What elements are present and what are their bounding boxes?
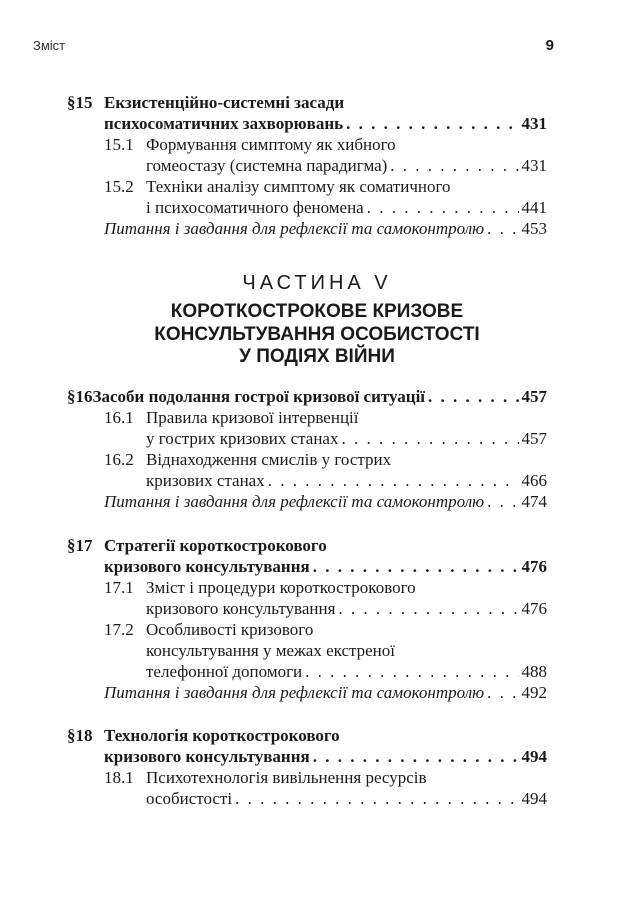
toc-questions-17[interactable] bbox=[104, 682, 547, 703]
subsection-number: 16.1 bbox=[104, 408, 134, 427]
toc-subsection-15-1-line2[interactable] bbox=[146, 155, 547, 176]
section-title-cont: кризового консультування bbox=[104, 557, 310, 576]
leader-dots bbox=[235, 788, 518, 809]
subsection-title-cont: телефонної допомоги bbox=[146, 662, 303, 681]
page-number: 9 bbox=[545, 37, 554, 54]
section-title-cont: психосоматичних захворювань bbox=[104, 114, 344, 133]
questions-title: Питання і завдання для рефлексії та самоконтролю bbox=[104, 683, 485, 702]
subsection-title: Особливості кризового bbox=[146, 620, 314, 639]
subsection-title: Зміст і процедури короткострокового bbox=[146, 578, 416, 597]
toc-subsection-15-2-line1[interactable] bbox=[104, 176, 451, 197]
leader-dots bbox=[268, 470, 519, 491]
page-ref: 476 bbox=[521, 599, 547, 618]
subsection-title-cont: у гострих кризових станах bbox=[146, 429, 339, 448]
leader-dots bbox=[487, 491, 518, 512]
subsection-number: 17.2 bbox=[104, 620, 134, 639]
subsection-number: 15.1 bbox=[104, 135, 134, 154]
toc-section-15-line1[interactable] bbox=[67, 92, 344, 113]
part-title-line1: КОРОТКОСТРОКОВЕ КРИЗОВЕ bbox=[170, 301, 464, 322]
toc-subsection-16-1-line2[interactable] bbox=[146, 428, 547, 449]
questions-title: Питання і завдання для рефлексії та самоконтролю bbox=[104, 219, 485, 238]
toc-section-18-line2[interactable] bbox=[104, 746, 547, 767]
toc-subsection-16-2-line1[interactable] bbox=[104, 449, 391, 470]
subsection-title: Психотехнологія вивільнення ресурсів bbox=[146, 768, 427, 787]
page-ref: 431 bbox=[521, 114, 547, 133]
toc-section-17-line2[interactable] bbox=[104, 556, 547, 577]
running-header-title: Зміст bbox=[33, 38, 66, 53]
page-ref: 441 bbox=[521, 198, 547, 217]
leader-dots bbox=[428, 386, 518, 407]
subsection-title-cont: кризового консультування bbox=[146, 599, 336, 618]
page-ref: 494 bbox=[521, 789, 547, 808]
subsection-number: 16.2 bbox=[104, 450, 134, 469]
page-ref: 488 bbox=[521, 662, 547, 681]
section-title: Екзистенційно-системні засади bbox=[104, 93, 345, 112]
leader-dots bbox=[390, 155, 518, 176]
toc-questions-16[interactable] bbox=[104, 491, 547, 512]
page-ref: 494 bbox=[521, 747, 547, 766]
subsection-title-cont: особистості bbox=[146, 789, 233, 808]
part-title-line3: У ПОДІЯХ ВІЙНИ bbox=[239, 346, 395, 367]
leader-dots bbox=[487, 682, 518, 703]
leader-dots bbox=[313, 746, 519, 767]
toc-subsection-16-2-line2[interactable] bbox=[146, 470, 547, 491]
leader-dots bbox=[341, 428, 518, 449]
section-number: §18 bbox=[67, 726, 93, 745]
subsection-number: 18.1 bbox=[104, 768, 134, 787]
leader-dots bbox=[487, 218, 518, 239]
section-title: Засоби подолання гострої кризової ситуації bbox=[92, 387, 426, 406]
toc-subsection-17-2-line3[interactable] bbox=[146, 661, 547, 682]
section-title: Технологія короткострокового bbox=[104, 726, 340, 745]
part-title-line2: КОНСУЛЬТУВАННЯ ОСОБИСТОСТІ bbox=[154, 324, 480, 345]
page-ref: 453 bbox=[521, 219, 547, 238]
page-ref: 457 bbox=[521, 387, 547, 406]
toc-subsection-15-2-line2[interactable] bbox=[146, 197, 547, 218]
page-ref: 466 bbox=[521, 471, 547, 490]
toc-section-18-line1[interactable] bbox=[67, 725, 340, 746]
subsection-title: Техніки аналізу симптому як соматичного bbox=[146, 177, 451, 196]
subsection-title-cont: консультування у межах екстреної bbox=[146, 641, 395, 660]
subsection-title-cont: і психосоматичного феномена bbox=[146, 198, 364, 217]
leader-dots bbox=[338, 598, 518, 619]
toc-subsection-16-1-line1[interactable] bbox=[104, 407, 359, 428]
section-title: Стратегії короткострокового bbox=[104, 536, 327, 555]
toc-subsection-15-1-line1[interactable] bbox=[104, 134, 396, 155]
toc-subsection-17-1-line1[interactable] bbox=[104, 577, 416, 598]
subsection-title: Формування симптому як хибного bbox=[146, 135, 396, 154]
part-label: ЧАСТИНА V bbox=[242, 272, 392, 294]
toc-questions-15[interactable] bbox=[104, 218, 547, 239]
toc-section-16[interactable] bbox=[67, 386, 547, 407]
toc-subsection-18-1-line2[interactable] bbox=[146, 788, 547, 809]
toc-subsection-17-2-line1[interactable] bbox=[104, 619, 313, 640]
leader-dots bbox=[346, 113, 518, 134]
page-ref: 431 bbox=[521, 156, 547, 175]
subsection-number: 17.1 bbox=[104, 578, 134, 597]
subsection-title-cont: гомеостазу (системна парадигма) bbox=[146, 156, 388, 175]
page-ref: 474 bbox=[521, 492, 547, 511]
toc-subsection-17-2-line2[interactable] bbox=[146, 640, 395, 661]
section-number: §15 bbox=[67, 93, 93, 112]
section-title-cont: кризового консультування bbox=[104, 747, 310, 766]
page-ref: 476 bbox=[521, 557, 547, 576]
subsection-title: Правила кризової інтервенції bbox=[146, 408, 359, 427]
toc-subsection-17-1-line2[interactable] bbox=[146, 598, 547, 619]
subsection-number: 15.2 bbox=[104, 177, 134, 196]
page-ref: 457 bbox=[521, 429, 547, 448]
questions-title: Питання і завдання для рефлексії та самоконтролю bbox=[104, 492, 485, 511]
leader-dots bbox=[313, 556, 519, 577]
toc-section-17-line1[interactable] bbox=[67, 535, 327, 556]
leader-dots bbox=[305, 661, 518, 682]
leader-dots bbox=[367, 197, 519, 218]
section-number: §17 bbox=[67, 536, 93, 555]
page-ref: 492 bbox=[521, 683, 547, 702]
subsection-title: Віднаходження смислів у гострих bbox=[146, 450, 392, 469]
toc-section-15-line2[interactable] bbox=[104, 113, 547, 134]
subsection-title-cont: кризових станах bbox=[146, 471, 265, 490]
toc-subsection-18-1-line1[interactable] bbox=[104, 767, 427, 788]
section-number: §16 bbox=[67, 387, 93, 406]
